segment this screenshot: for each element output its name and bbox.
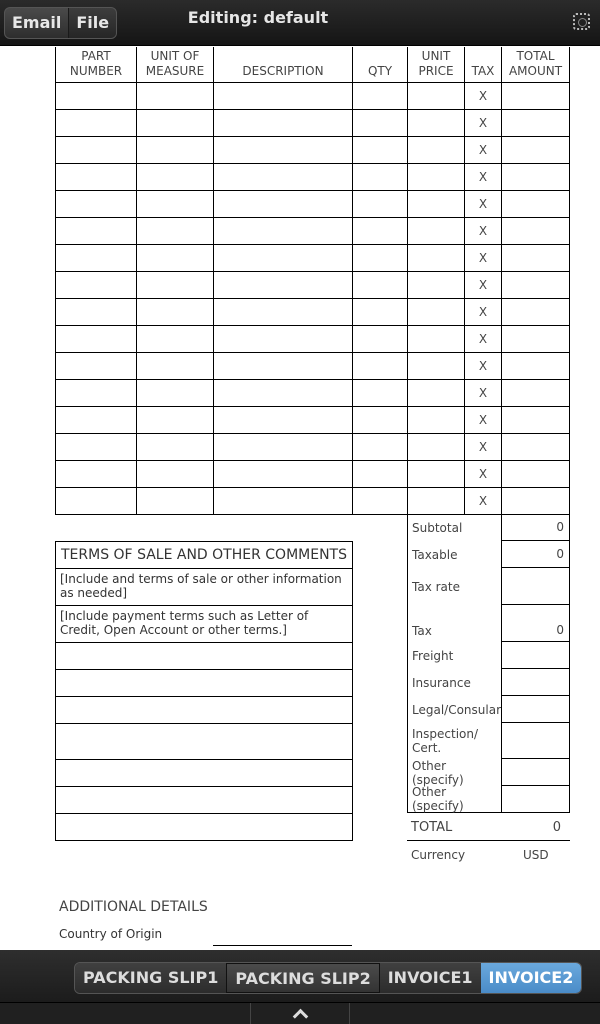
item-cell[interactable] [502, 217, 570, 244]
totals-value[interactable]: 0 [501, 514, 570, 541]
terms-row[interactable] [56, 643, 352, 670]
table-row [56, 244, 570, 271]
totals-label: Other (specify) [407, 786, 501, 813]
totals-row-tax-rate [407, 568, 570, 605]
item-cell[interactable] [137, 82, 214, 109]
item-cell[interactable] [502, 352, 570, 379]
item-cell[interactable] [502, 298, 570, 325]
tax-cell[interactable]: X [465, 352, 502, 379]
totals-value[interactable] [501, 696, 570, 723]
item-cell[interactable] [56, 433, 137, 460]
tax-cell[interactable]: X [465, 109, 502, 136]
item-cell[interactable] [502, 379, 570, 406]
tax-cell[interactable]: X [465, 433, 502, 460]
header-total-amount: TOTAL AMOUNT [502, 47, 570, 82]
terms-row[interactable] [56, 697, 352, 724]
chevron-up-icon [292, 1009, 308, 1024]
item-cell[interactable] [214, 82, 353, 109]
show-more-button[interactable] [250, 1003, 350, 1024]
totals-row-tax [407, 605, 570, 642]
item-cell[interactable] [214, 352, 353, 379]
item-cell[interactable] [56, 298, 137, 325]
item-cell[interactable] [56, 325, 137, 352]
tax-cell[interactable]: X [465, 163, 502, 190]
item-cell[interactable] [408, 217, 465, 244]
item-cell[interactable] [56, 109, 137, 136]
header-description: DESCRIPTION [214, 47, 353, 82]
item-cell[interactable] [137, 190, 214, 217]
item-cell[interactable] [56, 271, 137, 298]
totals-box [407, 514, 570, 813]
item-cell[interactable] [353, 217, 408, 244]
table-row [56, 82, 570, 109]
item-cell[interactable] [137, 379, 214, 406]
item-cell[interactable] [408, 163, 465, 190]
totals-value[interactable] [501, 642, 570, 669]
table-row [56, 298, 570, 325]
tax-cell[interactable]: X [465, 406, 502, 433]
terms-row[interactable] [56, 724, 352, 760]
tax-cell[interactable]: X [465, 379, 502, 406]
totals-row-insurance [407, 669, 570, 696]
table-row [56, 352, 570, 379]
tab-packing-slip2[interactable]: PACKING SLIP2 [226, 963, 379, 993]
item-cell[interactable] [137, 109, 214, 136]
item-cell[interactable] [56, 487, 137, 514]
table-row [56, 163, 570, 190]
item-cell[interactable] [353, 244, 408, 271]
item-cell[interactable] [137, 163, 214, 190]
country-of-origin-label: Country of Origin [59, 927, 163, 941]
currency-label: Currency [411, 848, 466, 862]
item-cell[interactable] [408, 82, 465, 109]
line-items-table [55, 47, 570, 515]
totals-label: Tax rate [407, 568, 501, 605]
item-cell[interactable] [353, 163, 408, 190]
item-cell[interactable] [408, 298, 465, 325]
item-cell[interactable] [502, 82, 570, 109]
terms-row[interactable] [56, 670, 352, 697]
tax-cell[interactable]: X [465, 217, 502, 244]
country-of-origin-field[interactable] [213, 945, 352, 946]
item-cell[interactable] [353, 379, 408, 406]
item-cell[interactable] [502, 487, 570, 514]
totals-row-other-2 [407, 786, 570, 813]
item-cell[interactable] [56, 379, 137, 406]
tax-cell[interactable]: X [465, 460, 502, 487]
item-cell[interactable] [137, 487, 214, 514]
item-cell[interactable] [502, 433, 570, 460]
item-cell[interactable] [214, 244, 353, 271]
item-cell[interactable] [353, 82, 408, 109]
invoice-document [0, 47, 600, 950]
item-cell[interactable] [214, 271, 353, 298]
item-cell[interactable] [408, 433, 465, 460]
terms-row[interactable] [56, 814, 352, 841]
totals-value[interactable] [501, 759, 570, 786]
item-cell[interactable] [137, 244, 214, 271]
item-cell[interactable] [408, 271, 465, 298]
top-action-bar [0, 0, 600, 46]
item-cell[interactable] [214, 109, 353, 136]
tax-cell[interactable]: X [465, 487, 502, 514]
item-cell[interactable] [137, 217, 214, 244]
terms-title: TERMS OF SALE AND OTHER COMMENTS [56, 542, 352, 569]
item-cell[interactable] [56, 82, 137, 109]
item-cell[interactable] [408, 379, 465, 406]
table-row [56, 460, 570, 487]
item-cell[interactable] [214, 163, 353, 190]
item-cell[interactable] [353, 460, 408, 487]
table-row [56, 325, 570, 352]
item-cell[interactable] [353, 487, 408, 514]
currency-row [407, 842, 570, 868]
table-row [56, 109, 570, 136]
item-cell[interactable] [214, 406, 353, 433]
item-cell[interactable] [214, 136, 353, 163]
totals-label: Taxable [407, 541, 501, 568]
table-row [56, 271, 570, 298]
item-cell[interactable] [502, 460, 570, 487]
totals-value[interactable] [501, 786, 570, 813]
table-header-row [56, 47, 570, 82]
totals-value[interactable] [501, 568, 570, 605]
item-cell[interactable] [353, 433, 408, 460]
total-value: 0 [552, 819, 561, 835]
item-cell[interactable] [408, 244, 465, 271]
document-tab-bar [0, 950, 600, 1002]
item-cell[interactable] [408, 109, 465, 136]
item-cell[interactable] [56, 217, 137, 244]
totals-value[interactable]: 0 [501, 541, 570, 568]
totals-row-freight [407, 642, 570, 669]
total-label: TOTAL [411, 819, 453, 835]
totals-label: Insurance [407, 669, 501, 696]
header-qty: QTY [353, 47, 408, 82]
item-cell[interactable] [408, 352, 465, 379]
item-cell[interactable] [56, 136, 137, 163]
totals-value[interactable]: 0 [501, 605, 570, 642]
item-cell[interactable] [56, 352, 137, 379]
tax-cell[interactable]: X [465, 82, 502, 109]
item-cell[interactable] [353, 190, 408, 217]
email-button[interactable]: Email [12, 13, 62, 32]
item-cell[interactable] [353, 406, 408, 433]
item-cell[interactable] [408, 406, 465, 433]
item-cell[interactable] [137, 433, 214, 460]
item-cell[interactable] [214, 190, 353, 217]
item-cell[interactable] [214, 325, 353, 352]
item-cell[interactable] [502, 406, 570, 433]
item-cell[interactable] [502, 271, 570, 298]
item-cell[interactable] [353, 271, 408, 298]
item-cell[interactable] [502, 163, 570, 190]
item-cell[interactable] [56, 460, 137, 487]
item-cell[interactable] [214, 460, 353, 487]
tax-cell[interactable]: X [465, 325, 502, 352]
totals-row-inspection [407, 723, 570, 759]
item-cell[interactable] [353, 298, 408, 325]
header-unit-price: UNIT PRICE [408, 47, 465, 82]
totals-row-other-1 [407, 759, 570, 786]
item-cell[interactable] [502, 109, 570, 136]
tab-packing-slip1[interactable]: PACKING SLIP1 [75, 963, 226, 993]
item-cell[interactable] [214, 298, 353, 325]
item-cell[interactable] [502, 190, 570, 217]
table-row [56, 190, 570, 217]
currency-value[interactable]: USD [523, 848, 549, 862]
item-cell[interactable] [214, 433, 353, 460]
tab-invoice1[interactable]: INVOICE1 [380, 963, 481, 993]
item-cell[interactable] [214, 217, 353, 244]
item-cell[interactable] [214, 487, 353, 514]
item-cell[interactable] [353, 325, 408, 352]
system-nav-bar [0, 1002, 600, 1024]
item-cell[interactable] [408, 487, 465, 514]
item-cell[interactable] [408, 325, 465, 352]
item-cell[interactable] [137, 298, 214, 325]
terms-row[interactable] [56, 760, 352, 787]
item-cell[interactable] [214, 379, 353, 406]
item-cell[interactable] [353, 352, 408, 379]
item-cell[interactable] [408, 190, 465, 217]
item-cell[interactable] [137, 325, 214, 352]
totals-label: Freight [407, 642, 501, 669]
tab-invoice2[interactable]: INVOICE2 [481, 963, 582, 993]
totals-label: Tax [407, 605, 501, 642]
item-cell[interactable] [502, 325, 570, 352]
terms-row[interactable] [56, 787, 352, 814]
table-row [56, 136, 570, 163]
document-tabs [74, 962, 582, 994]
item-cell[interactable] [502, 136, 570, 163]
totals-row-taxable [407, 541, 570, 568]
table-row [56, 406, 570, 433]
grand-total-row [407, 814, 570, 841]
tax-cell[interactable]: X [465, 190, 502, 217]
tax-cell[interactable]: X [465, 271, 502, 298]
totals-value[interactable] [501, 669, 570, 696]
terms-row[interactable]: [Include payment terms such as Letter of Credit, Open Account or other terms.] [56, 606, 352, 643]
fullscreen-toggle-icon[interactable] [573, 13, 590, 30]
item-cell[interactable] [56, 244, 137, 271]
totals-label: Inspection/ Cert. [407, 723, 501, 759]
table-row [56, 217, 570, 244]
item-cell[interactable] [137, 460, 214, 487]
item-cell[interactable] [408, 460, 465, 487]
editing-title: Editing: default [187, 8, 329, 27]
item-cell[interactable] [137, 271, 214, 298]
tax-cell[interactable]: X [465, 244, 502, 271]
item-cell[interactable] [353, 109, 408, 136]
item-cell[interactable] [408, 136, 465, 163]
tax-cell[interactable]: X [465, 298, 502, 325]
header-tax: TAX [465, 47, 502, 82]
header-part-number: PART NUMBER [56, 47, 137, 82]
item-cell[interactable] [56, 406, 137, 433]
item-cell[interactable] [56, 163, 137, 190]
totals-value[interactable] [501, 723, 570, 759]
additional-details-heading: ADDITIONAL DETAILS [59, 899, 208, 915]
header-unit-of-measure: UNIT OF MEASURE [137, 47, 214, 82]
item-cell[interactable] [137, 352, 214, 379]
table-row [56, 487, 570, 514]
table-row [56, 433, 570, 460]
totals-label: Subtotal [407, 514, 501, 541]
item-cell[interactable] [56, 190, 137, 217]
terms-of-sale-box [55, 541, 353, 841]
item-cell[interactable] [137, 136, 214, 163]
totals-row-legal-consular [407, 696, 570, 723]
item-cell[interactable] [502, 244, 570, 271]
item-cell[interactable] [137, 406, 214, 433]
totals-label: Legal/Consular [407, 696, 501, 723]
file-button[interactable]: File [68, 8, 116, 38]
terms-row[interactable]: [Include and terms of sale or other information as needed] [56, 569, 352, 606]
tax-cell[interactable]: X [465, 136, 502, 163]
item-cell[interactable] [353, 136, 408, 163]
table-row [56, 379, 570, 406]
totals-row-subtotal [407, 514, 570, 541]
totals-label: Other (specify) [407, 759, 501, 786]
